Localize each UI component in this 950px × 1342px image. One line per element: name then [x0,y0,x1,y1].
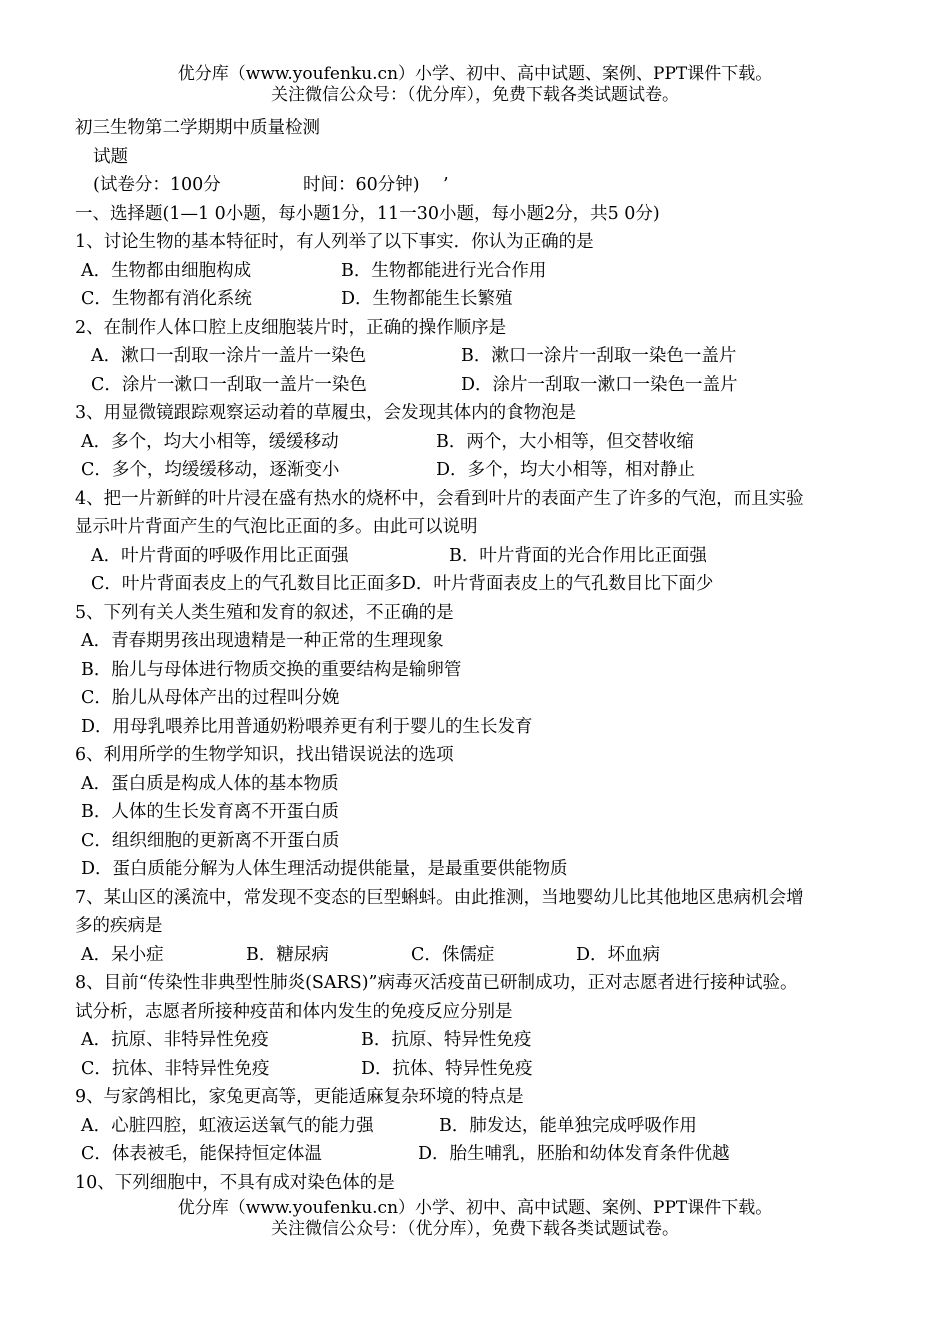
question-3-options-row-2 [75,456,895,485]
exam-title: 初三生物第二学期期中质量检测 [75,118,320,138]
page-header [0,64,950,106]
question-9-options-row-1 [75,1112,895,1141]
question-3-option-d: D．多个，均大小相等，相对静止 [436,460,696,480]
question-8-option-c: C．抗体、非特异性免疫 [81,1058,270,1079]
question-9-option-c: C．体表被毛，能保持恒定体温 [81,1144,322,1164]
question-8-options-row-2 [75,1055,895,1084]
question-9-option-a: A．心脏四腔，虹液运送氧气的能力强 [81,1115,374,1136]
question-9-stem: 9、与家鸽相比，家兔更高等，更能适麻复杂环境的特点是 [75,1087,524,1107]
question-8-option-a: A．抗原、非特异性免疫 [81,1030,269,1050]
question-8-stem-line-1: 8、目前“传染性非典型性肺炎(SARS)”病毒灭活疫苗已研制成功，正对志愿者进行接种试验。 [75,973,798,993]
question-4-options-row-1 [75,542,895,571]
question-2-option-a: A．漱口一刮取一涂片一盖片一染色 [91,346,367,366]
question-3-option-a: A．多个，均大小相等，缓缓移动 [81,431,339,452]
question-9-options-row-2 [75,1140,895,1169]
question-8-options-row-1 [75,1026,895,1055]
page-footer [0,1198,950,1240]
question-7-option-a: A．呆小症 [81,944,164,965]
question-4-option-d: D．叶片背面表皮上的气孔数目比下面少 [401,574,714,594]
question-3-stem: 3、用显微镜跟踪观察运动着的草履虫，会发现其体内的食物泡是 [75,403,577,423]
question-2-option-b: B．漱口一涂片一刮取一染色一盖片 [461,346,737,366]
question-1-option-c: C．生物都有消化系统 [81,289,252,309]
question-6-option-c: C．组织细胞的更新离不开蛋白质 [81,830,340,851]
question-4-stem-line-1: 4、把一片新鲜的叶片浸在盛有热水的烧杯中，会看到叶片的表面产生了许多的气泡，而且实验 [75,488,804,509]
question-6-option-a: A．蛋白质是构成人体的基本物质 [81,773,339,794]
header-line-2: 关注微信公众号：（优分库），免费下载各类试题试卷。 [271,85,679,105]
score-info: (试卷分：100分 [93,175,221,195]
question-4-options-row-2 [75,570,895,599]
question-7-option-b: B．糖尿病 [246,944,329,965]
question-6-option-b: B．人体的生长发育离不开蛋白质 [81,802,339,822]
question-3-option-c: C．多个，均缓缓移动，逐渐变小 [81,460,340,480]
question-1-options-row-1 [75,257,895,286]
question-9-option-d: D．胎生哺乳，胚胎和幼体发育条件优越 [418,1144,730,1164]
question-4-stem-line-2: 显示叶片背面产生的气泡比正面的多。由此可以说明 [75,517,478,537]
question-4-option-a: A．叶片背面的呼吸作用比正面强 [91,545,349,566]
question-7-stem-line-2: 多的疾病是 [75,916,163,936]
question-5-option-a: A．青春期男孩出现遗精是一种正常的生理现象 [81,631,444,651]
question-8-option-b: B．抗原、特异性免疫 [361,1030,532,1050]
exam-content [75,114,895,1197]
header-line-1: 优分库（www.youfenku.cn）小学、初中、高中试题、案例、PPT课件下载。 [177,64,773,84]
question-1-options-row-2 [75,285,895,314]
question-5-option-d: D．用母乳喂养比用普通奶粉喂养更有利于婴儿的生长发育 [81,716,533,737]
question-7-option-c: C．侏儒症 [411,944,495,965]
question-2-option-d: D．涂片一刮取一漱口一染色一盖片 [461,374,738,395]
question-4-option-c: C．叶片背面表皮上的气孔数目比正面多 [91,574,402,594]
question-7-options-row [75,941,895,970]
question-5-option-c: C．胎儿从母体产出的过程叫分娩 [81,688,340,708]
question-2-stem: 2、在制作人体口腔上皮细胞装片时，正确的操作顺序是 [75,317,507,338]
question-2-options-row-1 [75,342,895,371]
question-7-stem-line-1: 7、某山区的溪流中，常发现不变态的巨型蝌蚪。由此推测，当地婴幼儿比其他地区患病机会增 [75,887,804,908]
question-1-option-b: B．生物都能进行光合作用 [341,260,547,281]
question-1-option-d: D．生物都能生长繁殖 [341,289,513,309]
footer-line-2: 关注微信公众号：（优分库），免费下载各类试题试卷。 [271,1219,679,1239]
question-5-stem: 5、下列有关人类生殖和发育的叙述，不正确的是 [75,602,454,623]
exam-info [75,171,895,200]
question-10-stem: 10、下列细胞中，不具有成对染色体的是 [75,1172,395,1193]
exam-subtitle: 试题 [93,146,128,167]
question-8-option-d: D．抗体、特异性免疫 [361,1058,533,1079]
question-2-option-c: C．涂片一漱口一刮取一盖片一染色 [91,374,367,395]
question-8-stem-line-2: 试分析，志愿者所接种疫苗和体内发生的免疫反应分别是 [75,1001,513,1022]
section-heading: 一、选择题(1—1 0小题，每小题1分，11一30小题，每小题2分，共5 0分) [75,203,660,224]
footer-line-1: 优分库（www.youfenku.cn）小学、初中、高中试题、案例、PPT课件下载。 [177,1198,773,1218]
question-5-option-b: B．胎儿与母体进行物质交换的重要结构是输卵管 [81,659,462,680]
question-9-option-b: B．肺发达，能单独完成呼吸作用 [439,1115,697,1136]
question-6-option-d: D．蛋白质能分解为人体生理活动提供能量，是最重要供能物质 [81,859,568,879]
question-7-option-d: D．坏血病 [576,944,661,965]
question-4-option-b: B．叶片背面的光合作用比正面强 [449,545,707,566]
question-3-option-b: B．两个，大小相等，但交替收缩 [436,431,694,452]
question-2-options-row-2 [75,371,895,400]
stray-mark: ’ [443,175,449,195]
question-3-options-row-1 [75,428,895,457]
question-1-stem: 1、讨论生物的基本特征时，有人列举了以下事实．你认为正确的是 [75,232,594,252]
time-info: 时间：60分钟) [303,175,420,195]
question-6-stem: 6、利用所学的生物学知识，找出错误说法的选项 [75,745,454,765]
question-1-option-a: A．生物都由细胞构成 [81,260,252,281]
